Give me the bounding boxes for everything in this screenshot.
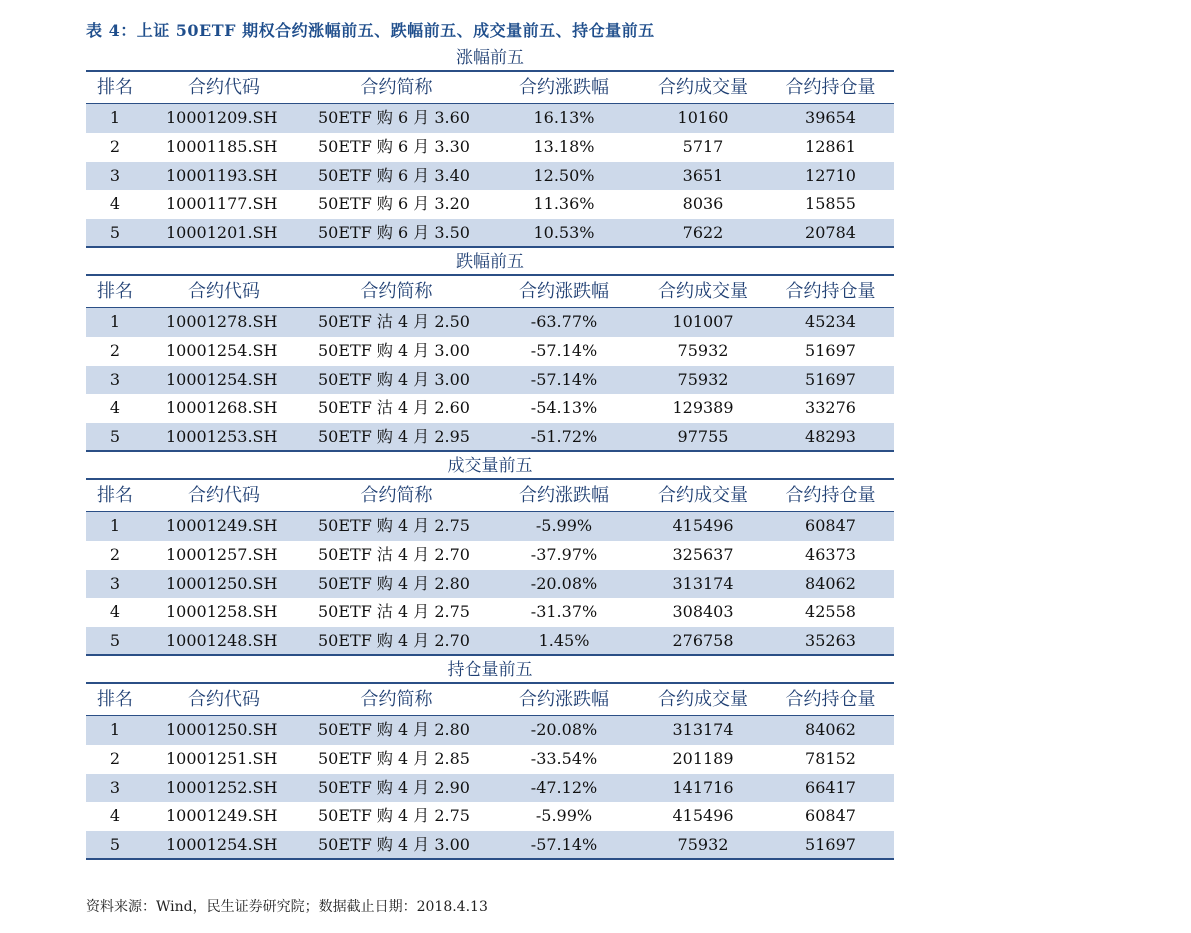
cell-volume: 101007 (672, 311, 734, 331)
header-rank: 排名 (97, 77, 133, 98)
cell-open-interest: 46373 (805, 544, 856, 564)
cell-change: -37.97% (530, 544, 598, 564)
header-row (86, 72, 894, 104)
cell-rank: 5 (109, 427, 121, 447)
cell-code: 10001201.SH (166, 223, 278, 243)
header-row (86, 684, 894, 716)
cell-open-interest: 48293 (805, 427, 856, 447)
cell-rank: 2 (109, 340, 121, 360)
header-row (86, 480, 894, 512)
cell-code: 10001278.SH (166, 311, 278, 331)
table-row (86, 190, 894, 219)
cell-code: 10001254.SH (166, 340, 278, 360)
cell-open-interest: 51697 (805, 835, 856, 855)
cell-name: 50ETF 购 4 月 2.95 (318, 427, 470, 447)
table-row (86, 219, 894, 248)
header-volume: 合约成交量 (658, 77, 748, 98)
cell-name: 50ETF 购 4 月 3.00 (318, 340, 470, 360)
table-row (86, 570, 894, 599)
cell-name: 50ETF 购 4 月 3.00 (318, 369, 470, 389)
section-title: 持仓量前五 (86, 656, 894, 684)
cell-change: -20.08% (530, 719, 598, 739)
cell-volume: 7622 (682, 223, 724, 243)
cell-open-interest: 39654 (805, 108, 856, 127)
cell-change: 12.50% (533, 165, 595, 185)
cell-name: 50ETF 购 4 月 2.75 (318, 515, 470, 535)
cell-rank: 1 (109, 311, 121, 331)
cell-rank: 2 (109, 748, 121, 768)
cell-open-interest: 42558 (805, 602, 856, 622)
table-row (86, 745, 894, 774)
header-open-interest: 合约持仓量 (785, 484, 876, 506)
cell-volume: 313174 (672, 719, 734, 739)
cell-code: 10001252.SH (166, 777, 278, 797)
cell-change: -47.12% (530, 777, 598, 797)
cell-volume: 141716 (672, 777, 734, 797)
cell-open-interest: 66417 (805, 777, 856, 797)
table-row (86, 337, 894, 366)
table-row (86, 598, 894, 627)
table-row (86, 512, 894, 541)
cell-code: 10001248.SH (166, 631, 278, 651)
cell-change: -54.13% (530, 398, 598, 418)
cell-volume: 308403 (672, 602, 734, 622)
cell-change: -5.99% (535, 515, 593, 535)
cell-volume: 415496 (672, 806, 734, 826)
cell-volume: 3651 (682, 165, 724, 185)
cell-open-interest: 12861 (805, 136, 856, 156)
cell-volume: 313174 (672, 573, 734, 593)
table-row (86, 423, 894, 452)
cell-volume: 201189 (672, 748, 734, 768)
cell-name: 50ETF 购 6 月 3.60 (318, 108, 470, 127)
cell-volume: 8036 (682, 194, 724, 214)
table-row (86, 831, 894, 860)
cell-rank: 4 (109, 398, 121, 418)
cell-name: 50ETF 购 4 月 2.75 (318, 806, 470, 826)
cell-name: 50ETF 购 4 月 2.70 (318, 631, 470, 651)
cell-rank: 5 (109, 223, 121, 243)
section-top-gainers (86, 44, 894, 248)
cell-name: 50ETF 沽 4 月 2.50 (318, 311, 470, 331)
table-row (86, 104, 894, 133)
header-volume: 合约成交量 (658, 280, 748, 302)
cell-open-interest: 33276 (805, 398, 856, 418)
cell-rank: 2 (109, 544, 121, 564)
cell-change: 1.45% (538, 631, 590, 651)
cell-name: 50ETF 购 6 月 3.20 (318, 194, 470, 214)
cell-name: 50ETF 购 4 月 3.00 (318, 835, 470, 855)
cell-rank: 5 (109, 835, 121, 855)
section-title: 成交量前五 (86, 452, 894, 480)
cell-code: 10001249.SH (166, 515, 278, 535)
cell-name: 50ETF 购 4 月 2.90 (318, 777, 470, 797)
table-row (86, 133, 894, 162)
table-row (86, 716, 894, 745)
cell-volume: 75932 (677, 835, 729, 855)
cell-rank: 1 (109, 719, 121, 739)
cell-change: -5.99% (535, 806, 593, 826)
cell-open-interest: 60847 (805, 515, 856, 535)
cell-change: -51.72% (530, 427, 598, 447)
cell-code: 10001253.SH (166, 427, 278, 447)
cell-name: 50ETF 沽 4 月 2.60 (318, 398, 470, 418)
cell-volume: 129389 (672, 398, 734, 418)
cell-name: 50ETF 购 4 月 2.80 (318, 573, 470, 593)
cell-change: -57.14% (530, 369, 598, 389)
cell-change: -57.14% (530, 835, 598, 855)
cell-volume: 75932 (677, 369, 729, 389)
header-volume: 合约成交量 (658, 484, 748, 506)
cell-change: 11.36% (533, 194, 595, 214)
header-code: 合约代码 (188, 77, 260, 98)
cell-change: 13.18% (533, 136, 595, 156)
cell-rank: 3 (109, 777, 121, 797)
cell-volume: 97755 (677, 427, 729, 447)
table-row (86, 774, 894, 803)
header-rank: 排名 (97, 688, 133, 710)
cell-change: -57.14% (530, 340, 598, 360)
cell-open-interest: 45234 (805, 311, 856, 331)
header-volume: 合约成交量 (658, 688, 748, 710)
header-row (86, 276, 894, 308)
cell-change: -20.08% (530, 573, 598, 593)
cell-volume: 276758 (672, 631, 734, 651)
source-note: 资料来源：Wind，民生证券研究院；数据截止日期：2018.4.13 (86, 899, 488, 915)
cell-open-interest: 12710 (805, 165, 856, 185)
cell-open-interest: 84062 (805, 573, 856, 593)
table-row (86, 366, 894, 395)
cell-volume: 415496 (672, 515, 734, 535)
cell-name: 50ETF 购 4 月 2.80 (318, 719, 470, 739)
cell-open-interest: 51697 (805, 369, 856, 389)
header-code: 合约代码 (188, 688, 260, 710)
cell-volume: 75932 (677, 340, 729, 360)
cell-open-interest: 35263 (805, 631, 856, 651)
cell-name: 50ETF 沽 4 月 2.70 (318, 544, 470, 564)
header-name: 合约简称 (360, 688, 433, 710)
cell-open-interest: 84062 (805, 719, 856, 739)
cell-code: 10001249.SH (166, 806, 278, 826)
cell-code: 10001250.SH (166, 573, 278, 593)
table-row (86, 541, 894, 570)
cell-volume: 5717 (682, 136, 724, 156)
header-change: 合约涨跌幅 (519, 280, 609, 302)
header-open-interest: 合约持仓量 (785, 280, 876, 302)
table-row (86, 308, 894, 337)
section-top-open-interest (86, 656, 894, 860)
header-open-interest: 合约持仓量 (785, 77, 876, 98)
cell-code: 10001257.SH (166, 544, 278, 564)
cell-rank: 1 (109, 515, 121, 535)
cell-code: 10001250.SH (166, 719, 278, 739)
table-title: 表 4：上证 50ETF 期权合约涨幅前五、跌幅前五、成交量前五、持仓量前五 (86, 21, 655, 40)
cell-rank: 3 (109, 369, 121, 389)
header-change: 合约涨跌幅 (519, 77, 609, 98)
cell-open-interest: 20784 (805, 223, 856, 243)
cell-change: -33.54% (530, 748, 598, 768)
section-top-volume (86, 452, 894, 656)
cell-change: -31.37% (530, 602, 598, 622)
cell-name: 50ETF 沽 4 月 2.75 (318, 602, 470, 622)
cell-rank: 3 (109, 573, 121, 593)
cell-rank: 4 (109, 194, 121, 214)
cell-code: 10001177.SH (166, 194, 278, 214)
cell-change: 16.13% (533, 108, 595, 127)
cell-code: 10001258.SH (166, 602, 278, 622)
header-open-interest: 合约持仓量 (785, 688, 876, 710)
cell-name: 50ETF 购 6 月 3.30 (318, 136, 470, 156)
header-name: 合约简称 (360, 77, 433, 98)
header-name: 合约简称 (360, 484, 433, 506)
table-row (86, 802, 894, 831)
cell-code: 10001193.SH (166, 165, 278, 185)
cell-code: 10001185.SH (166, 136, 278, 156)
cell-open-interest: 60847 (805, 806, 856, 826)
cell-rank: 4 (109, 806, 121, 826)
cell-open-interest: 78152 (805, 748, 856, 768)
cell-volume: 10160 (677, 108, 729, 127)
cell-name: 50ETF 购 4 月 2.85 (318, 748, 470, 768)
options-ranking-tables (86, 44, 894, 860)
header-name: 合约简称 (360, 280, 433, 302)
cell-open-interest: 51697 (805, 340, 856, 360)
cell-code: 10001268.SH (166, 398, 278, 418)
cell-code: 10001251.SH (166, 748, 278, 768)
table-row (86, 162, 894, 191)
cell-rank: 4 (109, 602, 121, 622)
cell-name: 50ETF 购 6 月 3.50 (318, 223, 470, 243)
cell-rank: 5 (109, 631, 121, 651)
section-title: 跌幅前五 (86, 248, 894, 276)
section-title: 涨幅前五 (86, 44, 894, 72)
header-rank: 排名 (97, 484, 133, 506)
cell-name: 50ETF 购 6 月 3.40 (318, 165, 470, 185)
cell-code: 10001254.SH (166, 369, 278, 389)
header-code: 合约代码 (188, 280, 260, 302)
table-row (86, 627, 894, 656)
cell-code: 10001254.SH (166, 835, 278, 855)
cell-open-interest: 15855 (805, 194, 856, 214)
header-code: 合约代码 (188, 484, 260, 506)
header-change: 合约涨跌幅 (519, 484, 609, 506)
cell-code: 10001209.SH (166, 108, 278, 127)
cell-rank: 2 (109, 136, 121, 156)
cell-rank: 3 (109, 165, 121, 185)
header-change: 合约涨跌幅 (519, 688, 609, 710)
section-top-losers (86, 248, 894, 452)
table-row (86, 394, 894, 423)
cell-change: -63.77% (530, 311, 598, 331)
cell-change: 10.53% (533, 223, 595, 243)
cell-rank: 1 (109, 108, 121, 127)
header-rank: 排名 (97, 280, 133, 302)
cell-volume: 325637 (672, 544, 734, 564)
